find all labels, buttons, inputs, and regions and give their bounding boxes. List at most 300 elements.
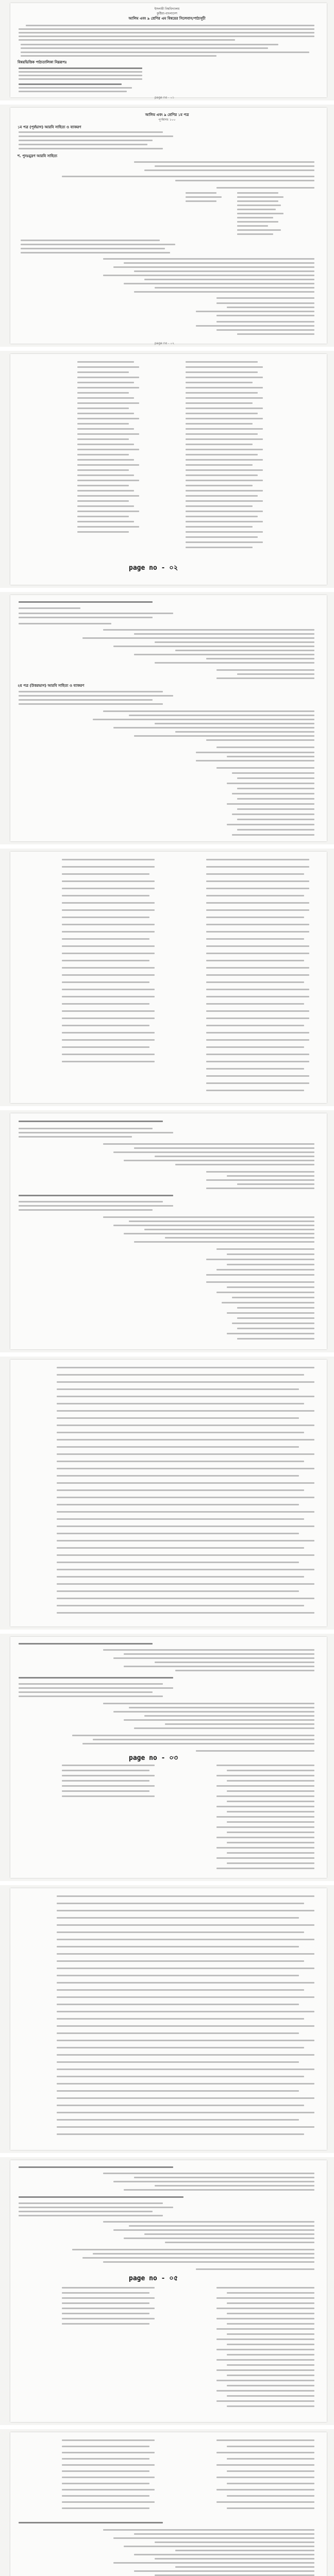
text-line [216, 1785, 314, 1787]
text-line [103, 2529, 314, 2531]
text-line [216, 297, 314, 299]
text-line [206, 1003, 304, 1005]
text-line [77, 454, 129, 455]
text-line [237, 1317, 314, 1319]
text-line [19, 623, 111, 624]
text-line [103, 275, 314, 276]
text-line [237, 200, 278, 202]
text-line [62, 2464, 155, 2466]
text-line [124, 2189, 314, 2191]
text-line [237, 333, 314, 335]
text-line [19, 607, 80, 609]
text-line [62, 2489, 155, 2490]
text-line [19, 87, 132, 89]
text-line [82, 637, 314, 639]
text-line [186, 382, 253, 383]
text-line [206, 1018, 309, 1019]
text-line [62, 2483, 149, 2484]
text-line [216, 321, 314, 323]
text-line [216, 2308, 314, 2309]
text-line [57, 1562, 299, 1563]
page-gap [0, 1352, 334, 1357]
text-line [21, 244, 175, 245]
text-line [227, 1770, 314, 1771]
text-line [196, 311, 314, 312]
section-heading: বিষয়ভিত্তিক পাঠ্যতালিকা নিম্নরূপঃ [18, 60, 67, 64]
text-line [237, 1183, 314, 1185]
text-line [77, 371, 129, 373]
text-line [19, 1691, 153, 1693]
text-line [62, 1039, 155, 1041]
text-line [19, 1687, 173, 1689]
page-gap [0, 588, 334, 592]
text-line [103, 1216, 314, 1218]
text-line [227, 2333, 314, 2335]
text-line [155, 165, 314, 167]
text-line [57, 1569, 314, 1570]
text-line [186, 366, 263, 368]
text-line [227, 2446, 314, 2447]
text-line [77, 521, 134, 522]
text-line [62, 974, 155, 976]
text-line [206, 888, 309, 889]
text-line [186, 371, 258, 373]
text-line [175, 650, 314, 651]
text-line [62, 996, 155, 997]
text-line [237, 192, 278, 194]
text-line [196, 752, 314, 753]
text-line [186, 480, 263, 481]
text-line [186, 377, 263, 378]
text-line [62, 1025, 149, 1026]
text-line [186, 490, 263, 492]
text-line [62, 2495, 149, 2497]
document-page-10 [0, 2157, 334, 2425]
text-line [196, 760, 314, 761]
text-line [62, 2318, 155, 2319]
text-line [77, 490, 134, 492]
text-line [77, 418, 139, 419]
text-line [62, 967, 155, 969]
text-line [155, 723, 314, 724]
text-line [206, 1082, 309, 1084]
text-line [113, 2229, 314, 2231]
text-line [62, 989, 155, 990]
text-line [77, 526, 139, 528]
text-line [186, 526, 253, 528]
text-line [237, 673, 314, 675]
text-line [57, 1931, 304, 1933]
text-line [57, 2069, 314, 2070]
text-line [206, 1259, 314, 1260]
text-line [62, 1061, 155, 1062]
text-line [62, 981, 149, 983]
text-line [216, 2318, 314, 2319]
text-line [216, 767, 314, 769]
document-page-8 [0, 1634, 334, 1881]
text-line [186, 474, 258, 476]
text-line [186, 495, 258, 497]
text-line [227, 2313, 314, 2314]
text-line [129, 1707, 314, 1708]
page-sheet [10, 1360, 327, 1626]
text-line [206, 1061, 309, 1062]
text-line [237, 1307, 314, 1309]
text-line [57, 1895, 314, 1897]
text-line [19, 1209, 153, 1211]
text-line [21, 47, 268, 49]
text-line [196, 2268, 314, 2270]
text-line [227, 1253, 314, 1255]
text-line [186, 413, 258, 414]
text-line [57, 2004, 299, 2005]
text-line [62, 938, 149, 940]
text-line [77, 480, 139, 481]
text-line [227, 756, 314, 757]
page-gap [0, 844, 334, 849]
text-line [216, 2501, 314, 2503]
text-line [134, 654, 314, 655]
text-line [186, 192, 216, 194]
text-line [113, 266, 314, 268]
text-line [216, 677, 314, 679]
text-line [206, 945, 309, 947]
text-line [103, 2173, 314, 2174]
text-line [19, 2207, 173, 2208]
text-line [62, 1770, 149, 1771]
text-line [216, 329, 314, 331]
text-line [227, 2495, 314, 2497]
text-line [216, 2400, 314, 2402]
full-marks: পূর্ণমানঃ ১০০ [158, 118, 176, 122]
text-line [19, 75, 142, 76]
text-line [186, 547, 253, 548]
text-line [19, 699, 153, 701]
text-line [206, 938, 304, 940]
text-line [206, 953, 309, 954]
text-line [227, 1790, 314, 1792]
text-line [216, 2349, 314, 2350]
text-line [57, 1453, 314, 1455]
text-line [62, 1054, 155, 1055]
text-line [21, 252, 170, 253]
text-line [62, 1780, 149, 1782]
text-line [77, 428, 134, 430]
text-line [216, 2380, 314, 2381]
text-line [19, 148, 163, 149]
text-line [19, 691, 163, 692]
text-line [57, 1367, 314, 1368]
text-line [62, 931, 155, 933]
text-line [232, 1323, 314, 1324]
text-line [186, 500, 263, 502]
page-gap [0, 100, 334, 105]
text-line [216, 2328, 314, 2330]
text-line [232, 793, 314, 794]
text-line [57, 1924, 314, 1926]
text-line [237, 798, 314, 800]
text-line [62, 960, 149, 961]
text-line [124, 1160, 314, 1161]
text-line [93, 1739, 314, 1740]
text-line [57, 1410, 314, 1412]
text-line [113, 646, 314, 647]
text-line [216, 2287, 314, 2289]
text-line [82, 2257, 314, 2259]
text-line [237, 1328, 314, 1329]
text-line [206, 989, 309, 990]
text-line [62, 1046, 149, 1048]
text-line [57, 1554, 314, 1556]
text-line [206, 1171, 314, 1173]
text-line [62, 1790, 149, 1792]
text-line [19, 91, 127, 92]
text-line [57, 2047, 304, 2048]
text-line [77, 469, 129, 471]
text-line [216, 302, 314, 304]
text-line [206, 974, 309, 976]
text-line [232, 834, 314, 836]
text-line [19, 1201, 163, 1202]
text-line [216, 2369, 314, 2371]
text-line [144, 2233, 314, 2235]
text-line [206, 1274, 314, 1276]
text-line [237, 196, 283, 198]
text-line [62, 2507, 149, 2509]
text-line [62, 888, 155, 889]
text-line [77, 495, 139, 497]
text-line [186, 418, 263, 419]
text-line [155, 2185, 314, 2187]
text-line [124, 2238, 314, 2239]
text-line [216, 1837, 314, 1838]
text-line [62, 902, 155, 904]
text-line [57, 1497, 314, 1498]
text-line [134, 291, 314, 293]
text-line [227, 1312, 314, 1314]
text-line [62, 2287, 155, 2289]
text-line [57, 1598, 314, 1599]
text-line [175, 1670, 314, 1671]
text-line [206, 1179, 314, 1181]
text-line [134, 735, 314, 737]
text-line [155, 2558, 314, 2560]
text-line [62, 2323, 149, 2325]
text-line [227, 1821, 314, 1823]
text-line [237, 205, 281, 206]
text-line [57, 2011, 314, 2012]
text-line [206, 924, 309, 925]
text-line [57, 2126, 314, 2128]
text-line [134, 2570, 314, 2572]
text-line [19, 78, 142, 80]
text-line [57, 1612, 314, 1614]
text-line [77, 433, 139, 435]
section-heading: ১ম পত্র (পূর্বভাগ) আরবি সাহিত্য ও ব্যাকরণ [18, 125, 81, 129]
text-line [19, 1136, 132, 1138]
text-line [237, 777, 314, 779]
page-gap [0, 347, 334, 351]
page-gap [0, 1106, 334, 1110]
text-line [196, 325, 314, 327]
text-line [206, 873, 304, 875]
text-line [134, 270, 314, 272]
text-line [124, 1666, 314, 1667]
text-line [113, 2181, 314, 2182]
text-line [227, 1832, 314, 1833]
text-line [216, 2477, 314, 2478]
text-line [57, 1960, 304, 1962]
document-page-3 [0, 351, 334, 588]
text-line [129, 2225, 314, 2227]
text-line [57, 1504, 299, 1505]
text-line [57, 1526, 314, 1527]
text-line [165, 2242, 314, 2243]
text-line [175, 2550, 314, 2551]
text-line [19, 1677, 173, 1679]
page-sheet [10, 2160, 327, 2422]
text-line [19, 28, 314, 30]
text-line [113, 1151, 314, 1153]
text-line [57, 2090, 299, 2092]
text-line [57, 2025, 314, 2027]
text-line [103, 710, 314, 712]
text-line [186, 521, 263, 522]
text-line [227, 2470, 314, 2472]
text-line [227, 1175, 314, 1177]
text-line [206, 1075, 309, 1077]
text-line [216, 747, 314, 748]
text-line [57, 1605, 304, 1606]
text-line [165, 1237, 314, 1239]
document-page-6 [0, 1110, 334, 1352]
text-line [103, 629, 314, 631]
text-line [216, 1292, 314, 1293]
text-line [216, 1806, 314, 1807]
paper-title: আলিম এবং ৯ শ্রেণির ১ম পত্র [145, 113, 189, 117]
text-line [206, 1090, 304, 1091]
text-line [62, 859, 155, 860]
text-line [227, 1811, 314, 1812]
text-line [77, 402, 139, 404]
text-line [144, 170, 314, 171]
text-line [57, 1439, 314, 1440]
text-line [57, 1989, 304, 1991]
text-line [216, 1816, 314, 1818]
text-line [113, 2537, 314, 2539]
text-line [206, 1281, 314, 1283]
text-line [19, 71, 142, 73]
text-line [134, 161, 314, 163]
text-line [237, 829, 314, 831]
text-line [62, 2501, 155, 2503]
text-line [57, 1432, 304, 1433]
text-line [186, 438, 263, 440]
text-line [19, 703, 163, 705]
text-line [19, 32, 314, 33]
text-line [216, 669, 314, 671]
text-line [237, 788, 314, 789]
text-line [227, 783, 314, 784]
text-line [186, 397, 263, 399]
text-line [19, 2522, 163, 2523]
page-gap [0, 2425, 334, 2429]
text-line [186, 469, 263, 471]
text-line [77, 413, 134, 414]
text-line [206, 895, 304, 896]
text-line [113, 1657, 314, 1659]
text-line [186, 408, 263, 409]
text-line [62, 1032, 155, 1033]
text-line [103, 1143, 314, 1145]
text-line [77, 459, 134, 461]
text-line [57, 1996, 314, 1998]
text-line [57, 2018, 304, 2020]
text-line [62, 945, 155, 947]
text-line [57, 1425, 314, 1426]
text-line [62, 2452, 155, 2453]
university-location: কুষ্টিয়া-বাংলাদেশ [157, 12, 177, 15]
text-line [57, 1533, 299, 1534]
text-line [186, 516, 258, 517]
text-line [57, 1946, 299, 1947]
text-line [227, 307, 314, 308]
text-line [216, 2452, 314, 2453]
page-footer: page no - ০২ [155, 342, 175, 345]
text-line [57, 1903, 304, 1904]
text-line [57, 1982, 314, 1984]
text-line [77, 387, 139, 388]
text-line [227, 2323, 314, 2325]
text-line [57, 1583, 314, 1585]
text-line [62, 1785, 155, 1787]
text-line [57, 1975, 299, 1976]
text-line [19, 2211, 153, 2212]
text-line [155, 641, 314, 643]
page-gap [0, 1881, 334, 1885]
text-line [62, 924, 155, 925]
text-line [57, 2054, 314, 2056]
text-line [103, 2261, 314, 2263]
document-page-9 [0, 1885, 334, 2153]
text-line [186, 402, 253, 404]
text-line [57, 1374, 304, 1376]
text-line [206, 1068, 304, 1070]
text-line [62, 1765, 155, 1766]
text-line [186, 459, 263, 461]
text-line [186, 423, 253, 425]
text-line [62, 917, 149, 918]
text-line [216, 1269, 314, 1270]
text-line [216, 2297, 314, 2299]
text-line [237, 217, 273, 218]
text-line [237, 209, 276, 210]
text-line [124, 1719, 314, 1721]
text-line [227, 824, 314, 825]
text-line [206, 967, 309, 969]
text-line [26, 25, 314, 26]
text-line [155, 662, 314, 664]
text-line [227, 1862, 314, 1864]
text-line [19, 39, 235, 41]
text-line [227, 1333, 314, 1334]
text-line [57, 1475, 299, 1477]
text-line [232, 772, 314, 774]
text-line [72, 1735, 314, 1736]
text-line [57, 1547, 304, 1549]
text-line [155, 1156, 314, 1157]
text-line [134, 1241, 314, 1243]
